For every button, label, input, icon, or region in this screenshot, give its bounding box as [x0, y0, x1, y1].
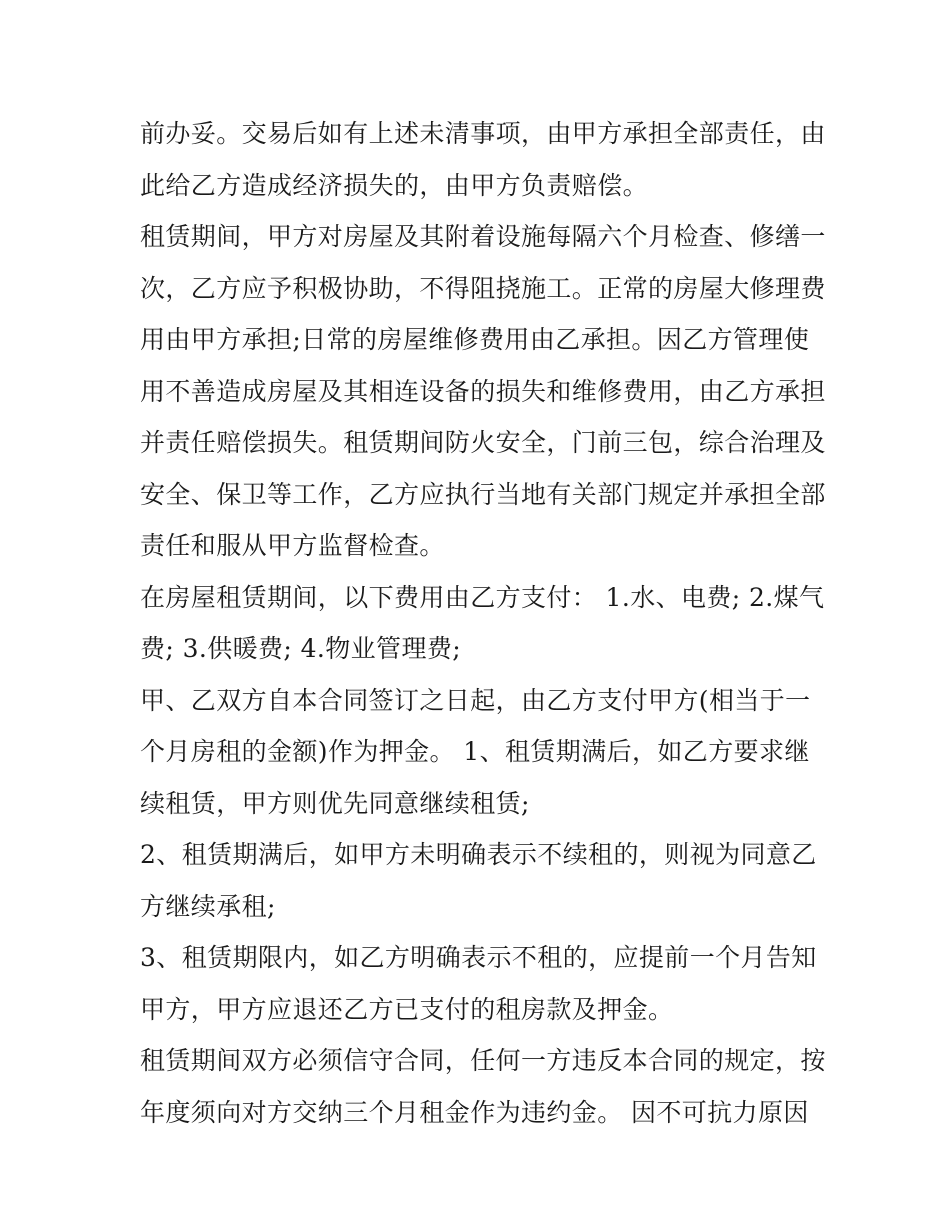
text-line: 甲方，甲方应退还乙方已支付的租房款及押金。 [140, 994, 674, 1024]
text-line: 3、租赁期限内，如乙方明确表示不租的，应提前一个月告知 [140, 943, 817, 972]
text-line: 2、租赁期满后，如甲方未明确表示不续租的，则视为同意乙 [140, 840, 817, 869]
text-line: 方继续承租; [140, 891, 276, 921]
text-line: 前办妥。交易后如有上述未清事项，由甲方承担全部责任，由 [140, 119, 826, 148]
text-line: 用不善造成房屋及其相连设备的损失和维修费用，由乙方承担 [140, 376, 826, 406]
text-line: 租赁期间，甲方对房屋及其附着设施每隔六个月检查、修缮一 [140, 222, 826, 251]
text-line: 续租赁，甲方则优先同意继续租赁; [140, 788, 530, 818]
document-body [140, 108, 826, 1138]
text-line: 用由甲方承担;日常的房屋维修费用由乙承担。因乙方管理使 [140, 325, 810, 354]
text-line: 在房屋租赁期间，以下费用由乙方支付： 1.水、电费; 2.煤气 [140, 582, 825, 612]
text-line: 并责任赔偿损失。租赁期间防火安全，门前三包，综合治理及 [140, 428, 826, 457]
text-line: 个月房租的金额)作为押金。 1、租赁期满后，如乙方要求继 [140, 737, 810, 766]
text-line: 次，乙方应予积极协助，不得阻挠施工。正常的房屋大修理费 [140, 273, 826, 303]
text-line: 责任和服从甲方监督检查。 [140, 531, 445, 560]
text-line: 安全、保卫等工作，乙方应执行当地有关部门规定并承担全部 [140, 479, 826, 509]
text-line: 租赁期间双方必须信守合同，任何一方违反本合同的规定，按 [140, 1046, 826, 1075]
text-line: 年度须向对方交纳三个月租金作为违约金。 因不可抗力原因 [140, 1097, 809, 1127]
text-line: 此给乙方造成经济损失的，由甲方负责赔偿。 [140, 170, 649, 200]
text-line: 甲、乙双方自本合同签订之日起，由乙方支付甲方(相当于一 [140, 685, 811, 715]
text-line: 费; 3.供暖费; 4.物业管理费; [140, 634, 462, 663]
